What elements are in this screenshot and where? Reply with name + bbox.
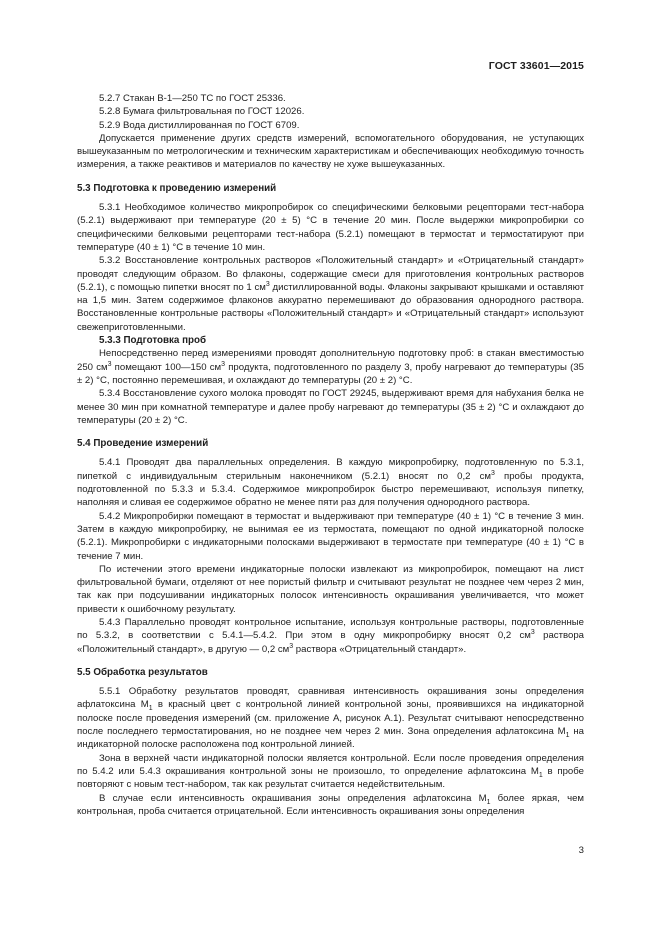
subsection-heading: 5.3.3 Подготовка проб xyxy=(99,335,207,347)
paragraph: Зона в верхней части индикаторной полоски является контрольной. Если после проведения определения по 5.4.2 или 5.4.3 окрашивания контрольной зоны не произошло, то определение афлатоксина $М_1$ в пробе повторяют с новым тест-набором, так как результат считается недействительным. xyxy=(77,752,584,791)
paragraph: 5.3.4 Восстановление сухого молока проводят по ГОСТ 29245, выдерживают время для набухания белка не менее 30 мин при комнатной температуре и далее пробу нагревают до температуры (35 ± 2) °С и охлаждают до температуры (20 ± 2) °С. xyxy=(77,388,584,426)
section-heading: 5.4 Проведение измерений xyxy=(77,438,209,450)
paragraph: В случае если интенсивность окрашивания зоны определения афлатоксина $М_1$ более яркая, чем контрольная, проба считается отрицательной. Если интенсивность окрашивания зоны определения xyxy=(77,792,585,817)
standard-header: ГОСТ 33601—2015 xyxy=(488,60,584,72)
list-item: 5.2.7 Стакан В-1—250 ТС по ГОСТ 25336. xyxy=(99,93,286,104)
section-heading: 5.5 Обработка результатов xyxy=(77,666,208,678)
paragraph: Непосредственно перед измерениями проводят дополнительную подготовку проб: в стакан вместимостью 250 $см^3$ помещают 100—150 $см^3$ продукта, подготовленного по разделу 3, пробу нагревают до температуры (35 ± 2) °С, постоянно перемешивая, и охлаждают до температуры (20 ± 2) °С. xyxy=(77,348,584,386)
paragraph: Допускается применение других средств измерений, вспомогательного оборудования, не уступающих вышеуказанным по метрологическим и техническим характеристикам и обеспечивающих необходимую точность измерения, а также реактивов и материалов по качеству не хуже вышеуказанных. xyxy=(77,132,584,171)
list-item: 5.2.8 Бумага фильтровальная по ГОСТ 12026. xyxy=(99,106,305,118)
paragraph: 5.4.1 Проводят два параллельных определения. В каждую микропробирку, подготовленную по 5.3.1, пипеткой с индивидуальным стерильным наконечником (5.2.1) вносят по 0,2 $см^3$ пробы продукта, подготовленной по 5.3.3 и 5.3.4. Содержимое микропробирок быстро перемешивают, используя пипетку, наполняя и сливая ее содержимое обратно не менее пяти раз для получения однородного раствора. xyxy=(77,457,584,509)
list-item: 5.2.9 Вода дистиллированная по ГОСТ 6709. xyxy=(99,119,300,131)
paragraph: 5.4.3 Параллельно проводят контрольное испытание, используя контрольные растворы, подготовленные по 5.3.2, в соответствии с 5.4.1—5.4.2. При этом в одну микропробирку вносят 0,2 $см^3$ раствора «Положительный стандарт», в другую — 0,2 $см^3$ раствора «Отрицательный стандарт». xyxy=(77,616,584,655)
page-number: 3 xyxy=(578,845,584,856)
paragraph: По истечении этого времени индикаторные полоски извлекают из микропробирок, помещают на лист фильтровальной бумаги, отделяют от нее пористый фильтр и считывают результат не позднее чем через 2 мин, так как при подсушивании индикаторных полосок интенсивность окрашивания увеличивается, что может привести к ошибочному результату. xyxy=(77,563,584,615)
paragraph: 5.3.2 Восстановление контрольных растворов «Положительный стандарт» и «Отрицательный стандарт» проводят следующим образом. Во флаконы, содержащие смеси для приготовления контрольных растворов (5.2.1), с помощью пипетки вносят по 1 $см^3$ дистиллированной воды. Флаконы закрывают крышками и оставляют на 1,5 мин. Затем содержимое флаконов аккуратно перемешивают до образования однородного раствора. Восстановленные контрольные растворы «Положительный стандарт» и «Отрицательный стандарт» используют свежеприготовленными. xyxy=(77,255,584,333)
document-body xyxy=(77,92,584,818)
paragraph: 5.3.1 Необходимое количество микропробирок со специфическими белковыми рецепторами тест-набора (5.2.1) выдерживают при температуре (20 ± 5) °С в течение 20 мин. После выдержки микропробирки со специфическими белковыми рецепторами тест-набора (5.2.1) помещают в термостат и термостатируют при температуре (40 ± 1) °С в течение 10 мин. xyxy=(77,202,584,253)
paragraph: 5.4.2 Микропробирки помещают в термостат и выдерживают при температуре (40 ± 1) °С в течение 3 мин. Затем в каждую микропробирку, не вынимая ее из термостата, помещают по одной индикаторной полоске (5.2.1). Микропробирки с индикаторными полосками выдерживают в термостате при температуре (40 ± 1) °С в течение 7 мин. xyxy=(77,510,584,562)
section-heading: 5.3 Подготовка к проведению измерений xyxy=(77,182,277,194)
paragraph: 5.5.1 Обработку результатов проводят, сравнивая интенсивность окрашивания зоны определения афлатоксина $М_1$ в красный цвет с контрольной линией контрольной зоны, проявившихся на индикаторной полоске после проведения измерений (см. приложение А, рисунок А.1). Результат считывают непосредственно после последнего термостатирования, но не позднее чем через 2 мин. Зона определения афлатоксина $М_1$ на индикаторной полоске расположена под контрольной линией. xyxy=(77,686,584,751)
